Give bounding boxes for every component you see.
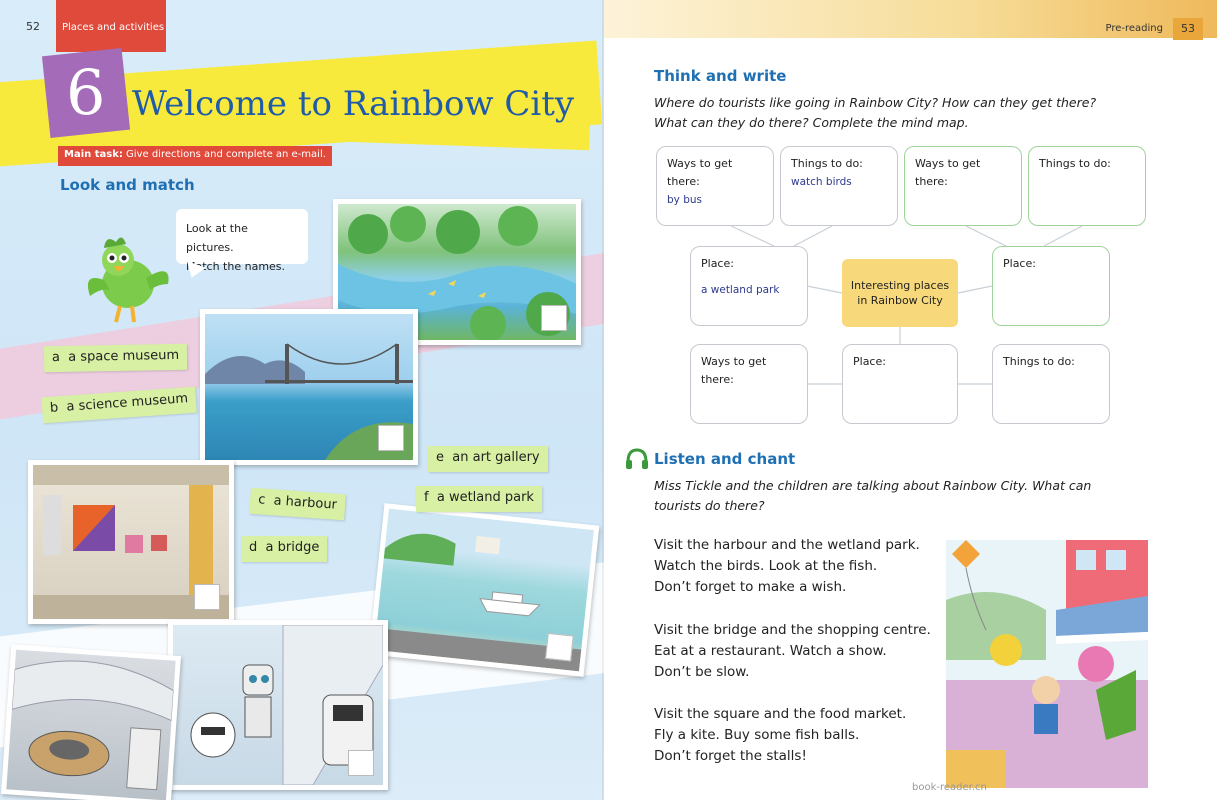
- photo-bridge: [200, 309, 418, 465]
- instruction-line: tourists do there?: [654, 498, 765, 513]
- section-label: Pre-reading: [1105, 23, 1163, 34]
- box-label: Place:: [1003, 257, 1036, 270]
- label-card-f[interactable]: [416, 486, 542, 512]
- box-label: Things to do:: [1003, 355, 1075, 368]
- mind-map-box[interactable]: [656, 146, 774, 226]
- box-answer: a wetland park: [701, 284, 780, 296]
- box-label: Things to do:: [791, 157, 863, 170]
- label-text: a science museum: [66, 391, 189, 415]
- space-museum-scene-icon: [6, 650, 175, 800]
- label-text: an art gallery: [452, 450, 540, 465]
- chant-line: Visit the bridge and the shopping centre.: [654, 622, 931, 638]
- mind-map-box[interactable]: [992, 344, 1110, 424]
- label-card-c[interactable]: [249, 488, 345, 521]
- center-line: in Rainbow City: [857, 294, 943, 307]
- mind-map-box[interactable]: [992, 246, 1110, 326]
- box-answer: watch birds: [791, 176, 852, 188]
- label-card-d[interactable]: [241, 536, 327, 562]
- bubble-line: Look at the pictures.: [186, 222, 248, 254]
- answer-box[interactable]: [194, 584, 220, 610]
- listen-instructions: [654, 476, 1091, 516]
- box-label: Ways to get there:: [667, 157, 733, 188]
- chant-line: Watch the birds. Look at the fish.: [654, 558, 878, 574]
- label-letter: a: [51, 349, 61, 366]
- mind-map-box[interactable]: [690, 246, 808, 326]
- label-letter: b: [49, 400, 59, 416]
- chant-line: Fly a kite. Buy some fish balls.: [654, 727, 860, 743]
- parrot-mascot-icon: [76, 232, 172, 328]
- instruction-line: Miss Tickle and the children are talking about Rainbow City. What can: [654, 478, 1092, 493]
- chant-line: Eat at a restaurant. Watch a show.: [654, 643, 887, 659]
- unit-number: 6: [66, 56, 106, 129]
- think-heading: Think and write: [654, 67, 787, 85]
- label-letter: c: [257, 492, 266, 508]
- city-scene-illustration: [946, 540, 1148, 788]
- box-answer: by bus: [667, 194, 703, 206]
- box-label: Place:: [853, 355, 886, 368]
- main-task-text: Give directions and complete an e-mail.: [122, 149, 326, 160]
- main-task-label: Main task:: [64, 149, 123, 160]
- page-number: 52: [26, 20, 40, 33]
- right-page: [604, 0, 1217, 800]
- photo-harbour: [369, 503, 600, 677]
- section-heading: Look and match: [60, 176, 195, 194]
- page-number: 53: [1173, 18, 1203, 40]
- chant-line: Don’t forget to make a wish.: [654, 579, 847, 595]
- label-card-a[interactable]: [44, 344, 188, 372]
- answer-box[interactable]: [541, 305, 567, 331]
- headphone-icon[interactable]: [624, 446, 650, 472]
- answer-box[interactable]: [378, 425, 404, 451]
- box-label: Ways to get there:: [915, 157, 981, 188]
- mind-map-box[interactable]: [690, 344, 808, 424]
- label-card-e[interactable]: [428, 446, 548, 472]
- mind-map-center: [842, 259, 958, 327]
- label-text: a wetland park: [436, 490, 534, 505]
- center-line: Interesting places: [850, 279, 950, 292]
- watermark: book-reader.cn: [912, 782, 987, 793]
- instruction-line: Where do tourists like going in Rainbow City? How can they get there?: [654, 95, 1097, 110]
- main-task: [58, 146, 332, 166]
- mind-map-box[interactable]: [842, 344, 958, 424]
- photo-art-gallery: [28, 460, 234, 624]
- chant-line: Don’t be slow.: [654, 664, 750, 680]
- mind-map: [604, 0, 1217, 440]
- chant-line: Visit the harbour and the wetland park.: [654, 537, 920, 553]
- photo-science-museum: [168, 620, 388, 790]
- answer-box[interactable]: [545, 633, 574, 662]
- label-letter: e: [436, 450, 444, 465]
- label-text: a space museum: [68, 347, 180, 365]
- unit-title: Welcome to Rainbow City: [132, 84, 575, 124]
- box-label: Things to do:: [1039, 157, 1111, 170]
- left-page: [0, 0, 604, 800]
- speech-bubble: [176, 209, 308, 273]
- box-label: Ways to get there:: [701, 355, 767, 386]
- label-letter: f: [424, 490, 429, 505]
- box-label: Place:: [701, 257, 734, 270]
- mind-map-box[interactable]: [904, 146, 1022, 226]
- label-text: a bridge: [265, 540, 320, 555]
- chant-line: Visit the square and the food market.: [654, 706, 907, 722]
- answer-box[interactable]: [348, 750, 374, 776]
- label-text: a harbour: [273, 493, 338, 513]
- listen-heading: Listen and chant: [654, 450, 796, 468]
- label-letter: d: [249, 540, 258, 555]
- photo-space-museum: [1, 644, 181, 800]
- instruction-line: What can they do there? Complete the mind map.: [654, 115, 969, 130]
- bubble-line: Match the names.: [186, 260, 286, 273]
- chant-line: Don’t forget the stalls!: [654, 748, 807, 764]
- mind-map-box[interactable]: [780, 146, 898, 226]
- mind-map-box[interactable]: [1028, 146, 1146, 226]
- unit-tab: Places and activities: [56, 0, 166, 52]
